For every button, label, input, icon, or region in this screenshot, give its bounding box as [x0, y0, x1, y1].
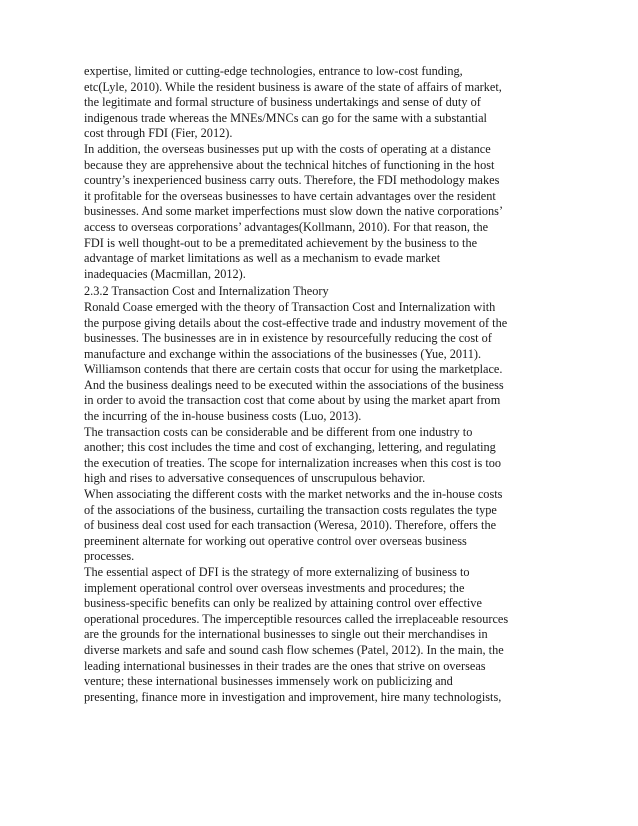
text-line: The essential aspect of DFI is the strategy of more externalizing of business to [84, 565, 470, 579]
text-line: processes. [84, 549, 135, 564]
text-line: the legitimate and formal structure of business undertakings and sense of duty of [84, 95, 481, 110]
text-line: of the associations of the business, curtailing the transaction costs regulates the type [84, 502, 497, 517]
text-line: businesses. And some market imperfections must slow down the native corporations’ [84, 204, 504, 219]
text-line: cost through FDI (Fier, 2012). [84, 126, 233, 141]
text-line: preeminent alternate for working out operative control over overseas business [84, 533, 467, 548]
text-line: country’s inexperienced business carry outs. Therefore, the FDI methodology makes [84, 173, 500, 188]
text-line: leading international businesses in their trades are the ones that strive on overseas [84, 658, 486, 673]
text-line: inadequacies (Macmillan, 2012). [84, 266, 246, 281]
text-line: the purpose giving details about the cost-effective trade and industry movement of the [84, 315, 508, 330]
text-line: And the business dealings need to be executed within the associations of the business [84, 377, 504, 392]
text-line: because they are apprehensive about the technical hitches of functioning in the host [84, 157, 495, 172]
text-line: businesses. The businesses are in in existence by resourcefully reducing the cost of [84, 331, 492, 346]
text-line: When associating the different costs with the market networks and the in-house costs [84, 487, 503, 502]
text-line: presenting, finance more in investigation and improvement, hire many technologists, [84, 689, 502, 704]
text-line: In addition, the overseas businesses put up with the costs of operating at a distance [84, 141, 491, 156]
text-line: diverse markets and safe and sound cash flow schemes (Patel, 2012). In the main, the [84, 642, 504, 657]
text-line: business-specific benefits can only be realized by attaining control over effective [84, 596, 482, 611]
text-line: access to overseas corporations’ advantages(Kollmann, 2010). For that reason, the [84, 219, 489, 234]
text-line: operational procedures. The imperceptible resources called the irreplaceable resources [84, 611, 509, 626]
text-line: high and rises to adversative consequences of unscrupulous behavior. [84, 471, 426, 486]
text-line: the execution of treaties. The scope for internalization increases when this cost is too [84, 455, 502, 470]
text-line: implement operational control over overseas investments and procedures; the [84, 580, 465, 595]
text-line: etc(Lyle, 2010). While the resident business is aware of the state of affairs of market, [84, 79, 502, 94]
text-line: are the grounds for the international businesses to single out their merchandises in [84, 627, 488, 642]
text-line: indigenous trade whereas the MNEs/MNCs can go for the same with a substantial [84, 110, 487, 125]
text-line: of business deal cost used for each transaction (Weresa, 2010). Therefore, offers the [84, 518, 497, 533]
text-line: Ronald Coase emerged with the theory of Transaction Cost and Internalization with [84, 299, 496, 314]
text-line: FDI is well thought-out to be a premeditated achievement by the business to the [84, 235, 478, 250]
text-line: in order to avoid the transaction cost that come about by using the market apart from [84, 393, 501, 408]
text-line: it profitable for the overseas businesses to have certain advantages over the resident [84, 188, 496, 203]
section-transaction-cost [84, 284, 598, 705]
text-line: Williamson contends that there are certain costs that occur for using the marketplace. [84, 362, 503, 377]
text-line: advantage of market limitations as well as a mechanism to evade market [84, 251, 441, 266]
text-line: expertise, limited or cutting-edge technologies, entrance to low-cost funding, [84, 64, 463, 78]
text-line: manufacture and exchange within the associations of the businesses (Yue, 2011). [84, 346, 482, 361]
text-line: another; this cost includes the time and cost of exchanging, lettering, and regulating [84, 440, 496, 455]
text-line: venture; these international businesses immensely work on publicizing and [84, 674, 453, 689]
section-heading: 2.3.2 Transaction Cost and Internalization Theory [84, 284, 329, 299]
paragraph-fdi-advantages [84, 64, 598, 282]
text-line: the incurring of the in-house business costs (Luo, 2013). [84, 409, 362, 424]
text-line: The transaction costs can be considerable and be different from one industry to [84, 424, 473, 439]
